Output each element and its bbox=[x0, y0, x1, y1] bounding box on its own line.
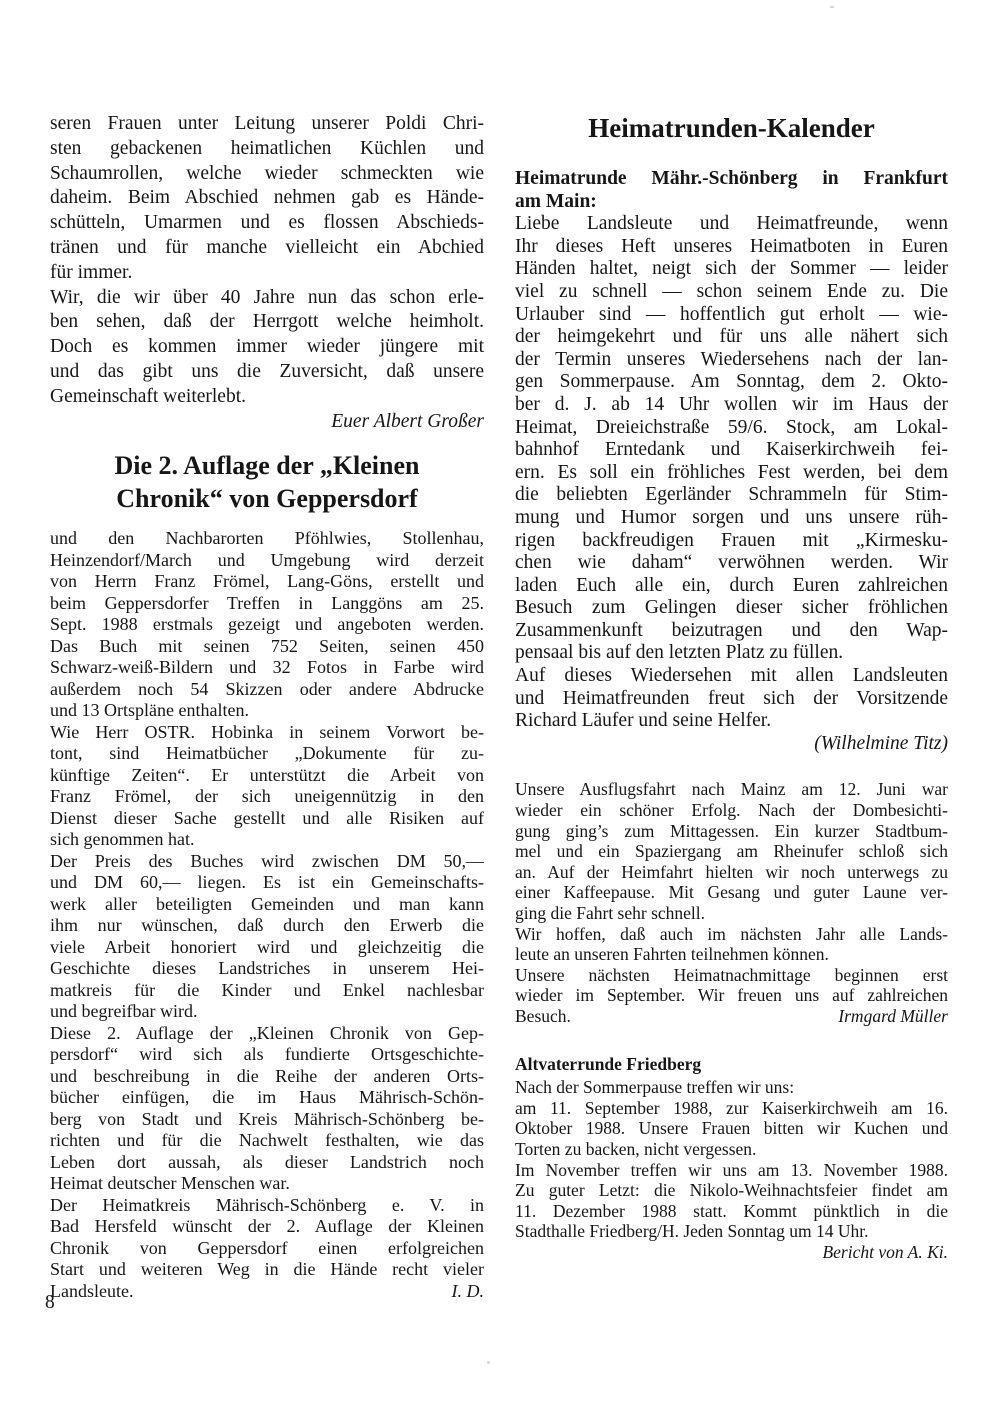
paragraph bbox=[515, 1077, 948, 1098]
text-line: von Herrn Franz Frömel, Lang-Göns, erstellt und bbox=[50, 571, 484, 592]
text-line: Diese 2. Auflage der „Kleinen Chronik von Gep- bbox=[50, 1022, 484, 1043]
text-line: der heimgekehrt und für uns alle nähert sich bbox=[515, 326, 948, 348]
text-line: matkreis für die Kinder und Enkel nachlesbar bbox=[50, 979, 484, 1000]
text-line: Franz Frömel, der sich uneigennützig in den bbox=[50, 786, 484, 807]
paragraph bbox=[50, 1195, 484, 1303]
text-line: Stadthalle Friedberg/H. Jeden Sonntag um 14 Uhr. bbox=[515, 1221, 869, 1242]
page-title: Heimatrunden-Kalender bbox=[588, 113, 875, 143]
text-line: Bad Hersfeld wünscht der 2. Auflage der Kleinen bbox=[50, 1216, 484, 1237]
split-line bbox=[515, 1006, 948, 1027]
heading-line: Chronik“ von Geppersdorf bbox=[116, 484, 418, 514]
text-line: Wir hoffen, daß auch im nächsten Jahr alle Lands- bbox=[515, 923, 948, 944]
text-line: Start und weiteren Weg in die Hände recht vieler bbox=[50, 1259, 484, 1280]
text-line: und begreifbar wird. bbox=[50, 1001, 198, 1022]
text-line: sich genommen hat. bbox=[50, 829, 195, 850]
text-line: Unsere Ausflugsfahrt nach Mainz am 12. Juni war bbox=[515, 779, 948, 800]
paragraph bbox=[515, 924, 948, 965]
text-line: Oktober 1988. Unsere Frauen bitten wir Kuchen und bbox=[515, 1118, 948, 1139]
text-line: und das gibt uns die Zuversicht, daß unsere bbox=[50, 360, 484, 382]
paragraph bbox=[50, 722, 484, 851]
text-line: seren Frauen unter Leitung unserer Poldi Chri- bbox=[50, 113, 484, 134]
article-heading bbox=[50, 449, 484, 515]
text-line: viele Arbeit honoriert wird und gleichzeitig die bbox=[50, 936, 484, 957]
text-line: persdorf“ wird sich als fundierte Ortsgeschichte- bbox=[50, 1044, 484, 1065]
text-line: an. Auf der Heimfahrt hielten wir noch unterwegs zu bbox=[515, 861, 948, 882]
paragraph bbox=[515, 779, 948, 923]
text-line: Wir, die wir über 40 Jahre nun das schon erle- bbox=[50, 286, 484, 308]
paragraph bbox=[515, 213, 948, 665]
paragraph bbox=[50, 851, 484, 1023]
text-line: der Termin unseres Wiedersehens nach der lan- bbox=[515, 348, 948, 370]
text-line: für immer. bbox=[50, 261, 133, 283]
text-line: Heimatrunde Mähr.-Schönberg in Frankfurt bbox=[515, 168, 948, 189]
paragraph bbox=[50, 1023, 484, 1195]
paragraph bbox=[50, 112, 484, 286]
text-line: viel zu schnell — schon seinem Ende zu. Die bbox=[515, 280, 948, 302]
text-line: Besuch zum Gelingen dieser sicher fröhlichen bbox=[515, 597, 948, 619]
right-column-blocks bbox=[515, 168, 948, 1263]
split-signature: I. D. bbox=[451, 1280, 484, 1301]
text-line: künftige Zeiten“. Er unterstützt die Arbeit von bbox=[50, 764, 484, 785]
text-line: einer Kaffeepause. Mit Gesang und guter Laune ver- bbox=[515, 882, 948, 903]
text-line: Nach der Sommerpause treffen wir uns: bbox=[515, 1077, 795, 1098]
text-line: werk aller beteiligten Gemeinden und man kann bbox=[50, 893, 484, 914]
text-line: Das Buch mit seinen 752 Seiten, seinen 450 bbox=[50, 635, 484, 656]
text-line: richten und für die Nachwelt festhalten, wie das bbox=[50, 1130, 484, 1151]
text-line: Heimat, Dreieichstraße 59/6. Stock, am Lokal- bbox=[515, 416, 948, 438]
split-signature: Irmgard Müller bbox=[838, 1005, 948, 1026]
text-line: leute an unseren Fahrten teilnehmen können. bbox=[515, 944, 829, 965]
text-line: ging die Fahrt sehr schnell. bbox=[515, 903, 706, 923]
text-line: gung ging’s zum Mittagessen. Ein kurzer Stadtbum- bbox=[515, 820, 948, 841]
signature-line: Euer Albert Großer bbox=[331, 410, 484, 432]
text-line: am Main: bbox=[515, 190, 597, 212]
text-line: Leben dort aussah, als dieser Landstrich noch bbox=[50, 1151, 484, 1172]
signature-line: (Wilhelmine Titz) bbox=[814, 732, 948, 754]
text-line: Geschichte dieses Landstriches in unserem Hei- bbox=[50, 958, 484, 979]
text-line: Im November treffen wir uns am 13. November 1988. bbox=[515, 1159, 948, 1180]
section-gap bbox=[515, 1027, 948, 1054]
text-line: Auf dieses Wiedersehen mit allen Landsleuten bbox=[515, 665, 948, 687]
text-line: Zusammenkunft beizutragen und den Wap- bbox=[515, 619, 948, 641]
text-line: Urlauber sind — hoffentlich gut erholt — wie- bbox=[515, 303, 948, 325]
signature-line: Bericht von A. Ki. bbox=[822, 1241, 948, 1262]
section-gap bbox=[515, 755, 948, 779]
text-line: Torten zu backen, nicht vergessen. bbox=[515, 1138, 757, 1159]
text-line: mel und ein Spaziergang am Rheinufer schloß sich bbox=[515, 841, 948, 862]
text-line: beim Geppersdorfer Treffen in Langgöns am 25. bbox=[50, 592, 484, 613]
scan-artifact bbox=[487, 1361, 490, 1364]
text-line: wieder ein schöner Erfolg. Nach der Dombesichti- bbox=[515, 800, 948, 821]
text-line: am 11. September 1988, zur Kaiserkirchweih am 16. bbox=[515, 1097, 948, 1118]
text-line: Unsere nächsten Heimatnachmittage beginnen erst bbox=[515, 964, 948, 985]
text-line: die beliebten Egerländer Schrammeln für Stim- bbox=[515, 484, 948, 506]
text-line: chen wie daham“ verwöhnen werden. Wir bbox=[515, 552, 948, 574]
text-line: bücher einfügen, die im Haus Mährisch-Schön- bbox=[50, 1087, 484, 1108]
split-text: Besuch. bbox=[515, 1005, 571, 1026]
text-line: schütteln, Umarmen und es flossen Abschieds- bbox=[50, 212, 484, 234]
text-line: Chronik von Geppersdorf einen erfolgreichen bbox=[50, 1237, 484, 1258]
split-line bbox=[50, 1281, 484, 1303]
text-line: Schwarz-weiß-Bildern und 32 Fotos in Farbe wird bbox=[50, 657, 484, 678]
text-line: laden Euch alle ein, durch Euren zahlreichen bbox=[515, 574, 948, 596]
right-column bbox=[515, 112, 948, 1263]
text-line: Richard Läufer und seine Helfer. bbox=[515, 710, 772, 732]
text-line: ihm nur wünschen, daß durch den Erwerb die bbox=[50, 915, 484, 936]
text-line: berg von Stadt und Kreis Mährisch-Schönberg be- bbox=[50, 1108, 484, 1129]
text-line: Wie Herr OSTR. Hobinka in seinem Vorwort be- bbox=[50, 721, 484, 742]
text-line: pensaal bis auf den letzten Platz zu füllen. bbox=[515, 642, 844, 664]
text-line: Heimat deutscher Menschen war. bbox=[50, 1173, 290, 1194]
text-line: rigen backfreudigen Frauen mit „Kirmesku- bbox=[515, 529, 948, 551]
text-line: gen Sommerpause. Am Sonntag, dem 2. Okto- bbox=[515, 371, 948, 393]
text-line: Ihr dieses Heft unseres Heimatboten in Euren bbox=[515, 235, 948, 257]
section-subheading: Altvaterrunde Friedberg bbox=[515, 1053, 702, 1074]
text-line: 11. Dezember 1988 statt. Kommt pünktlich in die bbox=[515, 1200, 948, 1221]
paragraph bbox=[515, 965, 948, 1027]
text-line: Doch es kommen immer wieder jüngere mit bbox=[50, 336, 484, 358]
paragraph bbox=[50, 528, 484, 722]
paragraph bbox=[515, 1160, 948, 1242]
text-line: bahnhof Erntedank und Kaiserkirchweih fei- bbox=[515, 439, 948, 461]
text-line: und DM 60,— liegen. Es ist ein Gemeinschafts- bbox=[50, 872, 484, 893]
text-line: Liebe Landsleute und Heimatfreunde, wenn bbox=[515, 213, 948, 235]
left-column bbox=[50, 112, 484, 1302]
text-line: sten gebackenen heimatlichen Küchlen und bbox=[50, 137, 484, 159]
text-line: Dienst dieser Sache gestellt und alle Risiken auf bbox=[50, 807, 484, 828]
paragraph bbox=[50, 286, 484, 410]
text-line: mung und Humor sorgen und uns unsere rüh- bbox=[515, 506, 948, 528]
page-number: 8 bbox=[45, 1292, 55, 1313]
heading-line: Die 2. Auflage der „Kleinen bbox=[114, 451, 420, 481]
text-line: außerdem noch 54 Skizzen oder andere Abdrucke bbox=[50, 678, 484, 699]
text-line: tont, sind Heimatbücher „Dokumente für zu- bbox=[50, 743, 484, 764]
paragraph bbox=[515, 665, 948, 733]
text-line: Sept. 1988 erstmals gezeigt und angeboten werden. bbox=[50, 614, 484, 635]
text-line: ber d. J. ab 14 Uhr wollen wir im Haus der bbox=[515, 393, 948, 415]
text-line: Händen haltet, neigt sich der Sommer — leider bbox=[515, 258, 948, 280]
text-line: und Heimatfreunden freut sich der Vorsitzende bbox=[515, 687, 948, 709]
text-line: Gemeinschaft weiterlebt. bbox=[50, 385, 246, 407]
text-line: wieder im September. Wir freuen uns auf zahlreichen bbox=[515, 985, 948, 1006]
text-line: und den Nachbarorten Pföhlwies, Stollenhau, bbox=[50, 528, 484, 549]
scan-artifact bbox=[830, 6, 834, 8]
text-line: und 13 Ortspläne enthalten. bbox=[50, 700, 249, 721]
text-line: Zu guter Letzt: die Nikolo-Weihnachtsfeier findet am bbox=[515, 1180, 948, 1201]
paragraph bbox=[515, 1098, 948, 1160]
split-text: Landsleute. bbox=[50, 1280, 134, 1301]
text-line: Der Heimatkreis Mährisch-Schönberg e. V. in bbox=[50, 1194, 484, 1215]
text-line: tränen und für manche vielleicht ein Abchied bbox=[50, 236, 484, 258]
text-line: daheim. Beim Abschied nehmen gab es Hände- bbox=[50, 187, 484, 209]
text-line: Schaumrollen, welche wieder schmeckten wie bbox=[50, 162, 484, 184]
text-line: ben sehen, daß der Herrgott welche heimholt. bbox=[50, 311, 484, 333]
text-line: Heinzendorf/March und Umgebung wird derzeit bbox=[50, 549, 484, 570]
text-line: und beschreibung in die Reihe der anderen Orts- bbox=[50, 1065, 484, 1086]
text-line: ern. Es soll ein fröhliches Fest werden, bei dem bbox=[515, 461, 948, 483]
section-subheading bbox=[515, 168, 948, 213]
text-line: Der Preis des Buches wird zwischen DM 50,— bbox=[50, 850, 484, 871]
